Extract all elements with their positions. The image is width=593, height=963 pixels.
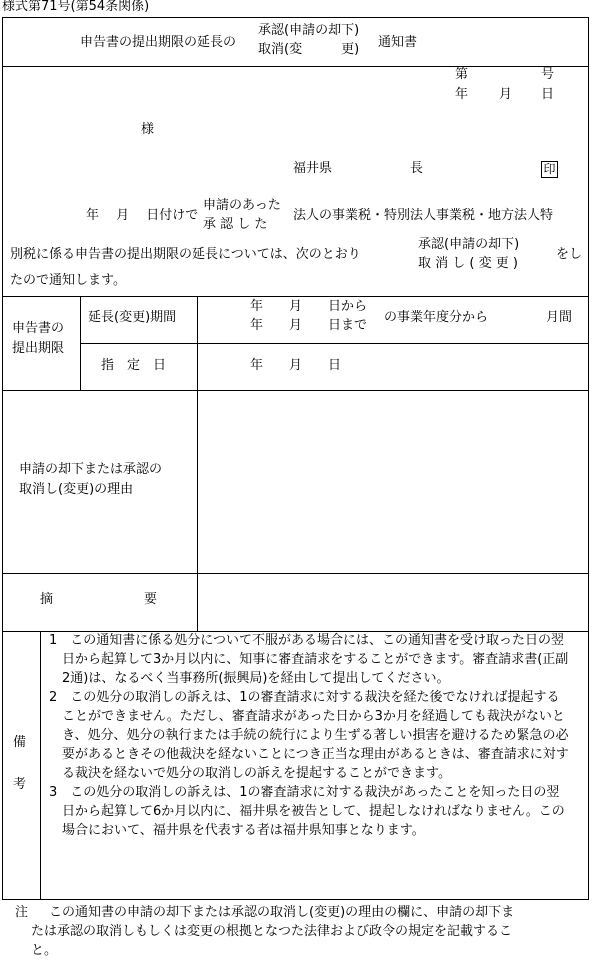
footnote-line-1: この通知書の申請の却下または承認の取消し(変更)の理由の欄に、申請の却下ま	[49, 905, 515, 920]
value-col-line	[197, 296, 198, 631]
title-main: 申告書の提出期限の延長の	[80, 35, 237, 50]
body-applied-top: 申請のあった	[203, 198, 281, 213]
period-to: 年 月 日まで	[250, 318, 368, 333]
issuer: 福井県	[293, 161, 333, 176]
summary-label-1: 摘	[40, 592, 54, 607]
number-prefix: 第	[455, 67, 469, 82]
designated-label: 指 定 日	[101, 358, 167, 373]
title-alt-bottom: 取消(変 更)	[258, 42, 360, 57]
period-divider	[80, 343, 589, 344]
remarks-col-line	[40, 631, 41, 900]
footnote-line-3: と。	[31, 943, 58, 958]
footnote-label: 注	[15, 905, 29, 920]
body-divider	[2, 296, 589, 297]
body-tax-text-3: をし	[556, 247, 583, 262]
remarks-label-2: 考	[13, 777, 27, 792]
seal-mark: 印	[541, 161, 558, 178]
remarks-label-1: 備	[13, 735, 27, 750]
date-month: 月	[499, 87, 513, 102]
period-months: 月間	[546, 310, 573, 325]
title-alt-top: 承認(申請の却下)	[258, 23, 360, 38]
number-suffix: 号	[541, 67, 555, 82]
summary-label-2: 要	[144, 592, 158, 607]
remarks-list	[49, 631, 569, 840]
period-from: 年 月 日から	[250, 299, 368, 314]
form-number: 様式第71号(第54条関係)	[2, 0, 150, 14]
body-decision-bottom: 取 消 し ( 変 更 )	[418, 256, 518, 271]
deadline-col-line	[80, 296, 81, 390]
body-decision-top: 承認(申請の却下)	[418, 237, 520, 252]
period-suffix: の事業年度分から	[384, 310, 489, 325]
deadline-label-2: 提出期限	[12, 341, 65, 356]
body-date-line: 年 月 日付けで	[86, 208, 199, 223]
body-tax-text-4: たので通知します。	[10, 273, 126, 288]
designated-value: 年 月 日	[250, 358, 342, 373]
title-divider	[2, 66, 589, 67]
addressee-suffix: 様	[141, 122, 155, 137]
reason-label-2: 取消し(変更)の理由	[19, 482, 134, 497]
period-label: 延長(変更)期間	[88, 310, 177, 325]
issuer-title: 長	[410, 161, 424, 176]
title-suffix: 通知書	[378, 35, 418, 50]
remark-item: 2 この処分の取消しの訴えは、1の審査請求に対する裁決を経た後でなければ提起することができません。ただし、審査請求があった日から3か月を経過しても裁決がないとき、処分、処分の執行または手続の続行により生ずる著しい損害を避けるため緊急の必要があるときその他裁決を経ないことにつき正当な理由があるときは、審査請求に対する裁決を経ないで処分の取消しの訴えを提起することができます。	[49, 690, 569, 781]
body-applied-bottom: 承 認 し た	[203, 217, 268, 232]
date-day: 日	[541, 87, 555, 102]
deadline-label-1: 申告書の	[12, 321, 65, 336]
reason-divider	[2, 573, 589, 574]
body-tax-text-1: 法人の事業税・特別法人事業税・地方法人特	[293, 208, 554, 223]
remark-item: 1 この通知書に係る処分について不服がある場合には、この通知書を受け取った日の翌日から起算して3か月以内に、知事に審査請求をすることができます。審査請求書(正副2通)は、なるべく当事務所(振興局)を経由して提出してください。	[49, 633, 569, 686]
remark-item: 3 この処分の取消しの訴えは、1の審査請求に対する裁決があったことを知った日の翌日から起算して6か月以内に、福井県を被告として、提起しなければなりません。この場合において、福井県を代表する者は福井県知事となります。	[49, 785, 565, 838]
date-year: 年	[455, 87, 469, 102]
reason-label-1: 申請の却下または承認の	[19, 462, 163, 477]
body-tax-text-2: 別税に係る申告書の提出期限の延長については、次のとおり	[10, 247, 361, 262]
deadline-divider	[2, 390, 589, 391]
footnote-line-2: たは承認の取消しもしくは変更の根拠となつた法律および政令の規定を記載するこ	[31, 924, 513, 939]
